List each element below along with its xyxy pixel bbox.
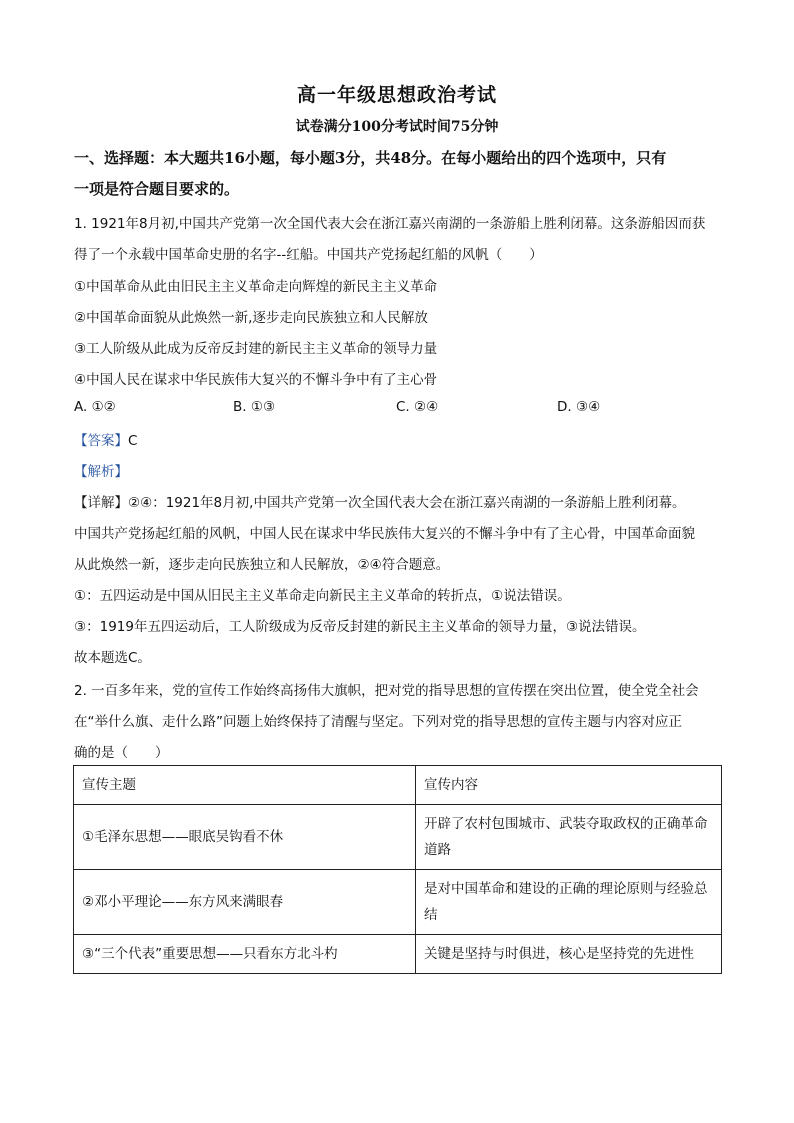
detail-tag: 【详解】 <box>74 495 128 511</box>
q1-detail-line1 <box>74 491 734 511</box>
q1-option-d: D. ③④ <box>557 399 601 415</box>
table-cell-theme: ①毛泽东思想——眼底吴钩看不休 <box>74 805 416 870</box>
answer-tag: 【答案】 <box>74 433 128 449</box>
q1-conclusion: 故本题选C。 <box>74 650 151 666</box>
q1-detail-line2: 中国共产党扬起红船的风帆，中国人民在谋求中华民族伟大复兴的不懈斗争中有了主心骨，中国革命面貌 <box>74 526 695 542</box>
q1-option-b: B. ①③ <box>233 399 276 415</box>
exam-subtitle: 试卷满分100分考试时间75分钟 <box>295 119 499 135</box>
table-cell-content: 关键是坚持与时俱进，核心是坚持党的先进性 <box>416 935 722 974</box>
q1-stem-line2: 得了一个永载中国革命史册的名字--红船。中国共产党扬起红船的风帆（ ） <box>74 247 543 263</box>
detail-text-1: ②④：1921年8月初,中国共产党第一次全国代表大会在浙江嘉兴南湖的一条游船上胜利闭幕。 <box>128 495 686 511</box>
q1-stem-line1: 1. 1921年8月初,中国共产党第一次全国代表大会在浙江嘉兴南湖的一条游船上胜利闭幕。这条游船因而获 <box>74 216 706 232</box>
table-cell-theme: ②邓小平理论——东方风来满眼春 <box>74 870 416 935</box>
analysis-tag: 【解析】 <box>74 464 128 480</box>
q1-detail-line3: 从此焕然一新，逐步走向民族独立和人民解放，②④符合题意。 <box>74 557 450 573</box>
table-header-row <box>74 766 722 805</box>
table-header-cell: 宣传主题 <box>74 766 416 805</box>
table-row <box>74 935 722 974</box>
q2-table <box>73 765 722 974</box>
section-heading-line1: 一、选择题：本大题共16小题，每小题3分，共48分。在每小题给出的四个选项中，只有 <box>74 149 667 167</box>
table-cell-content: 是对中国革命和建设的正确的理论原则与经验总结 <box>416 870 722 935</box>
section-heading-line2: 一项是符合题目要求的。 <box>74 180 240 198</box>
q1-statement-1: ①中国革命从此由旧民主主义革命走向辉煌的新民主主义革命 <box>74 279 438 295</box>
q2-stem-line2: 在“举什么旗、走什么路”问题上始终保持了清醒与坚定。下列对党的指导思想的宣传主题与内容对应正 <box>74 714 682 730</box>
table-header-cell: 宣传内容 <box>416 766 722 805</box>
q2-stem-line1: 2. 一百多年来，党的宣传工作始终高扬伟大旗帜，把对党的指导思想的宣传摆在突出位置，使全党全社会 <box>74 683 699 699</box>
table-cell-content: 开辟了农村包围城市、武装夺取政权的正确革命道路 <box>416 805 722 870</box>
q1-answer <box>74 429 734 449</box>
q1-detail-line4: ①：五四运动是中国从旧民主主义革命走向新民主主义革命的转折点，①说法错误。 <box>74 588 571 604</box>
q2-stem-line3: 确的是（ ） <box>74 745 169 761</box>
table-row <box>74 870 722 935</box>
page-title: 高一年级思想政治考试 <box>296 84 497 106</box>
q1-statement-2: ②中国革命面貌从此焕然一新,逐步走向民族独立和人民解放 <box>74 310 428 326</box>
answer-value: C <box>128 433 138 449</box>
q1-statement-4: ④中国人民在谋求中华民族伟大复兴的不懈斗争中有了主心骨 <box>74 372 438 388</box>
q1-option-a: A. ①② <box>74 399 116 415</box>
table-cell-theme: ③“三个代表”重要思想——只看东方北斗杓 <box>74 935 416 974</box>
q1-detail-line5: ③：1919年五四运动后，工人阶级成为反帝反封建的新民主主义革命的领导力量，③说法错误。 <box>74 619 646 635</box>
q1-analysis-tag <box>74 460 734 480</box>
table-row <box>74 805 722 870</box>
q1-statement-3: ③工人阶级从此成为反帝反封建的新民主主义革命的领导力量 <box>74 341 438 357</box>
q1-option-c: C. ②④ <box>396 399 439 415</box>
